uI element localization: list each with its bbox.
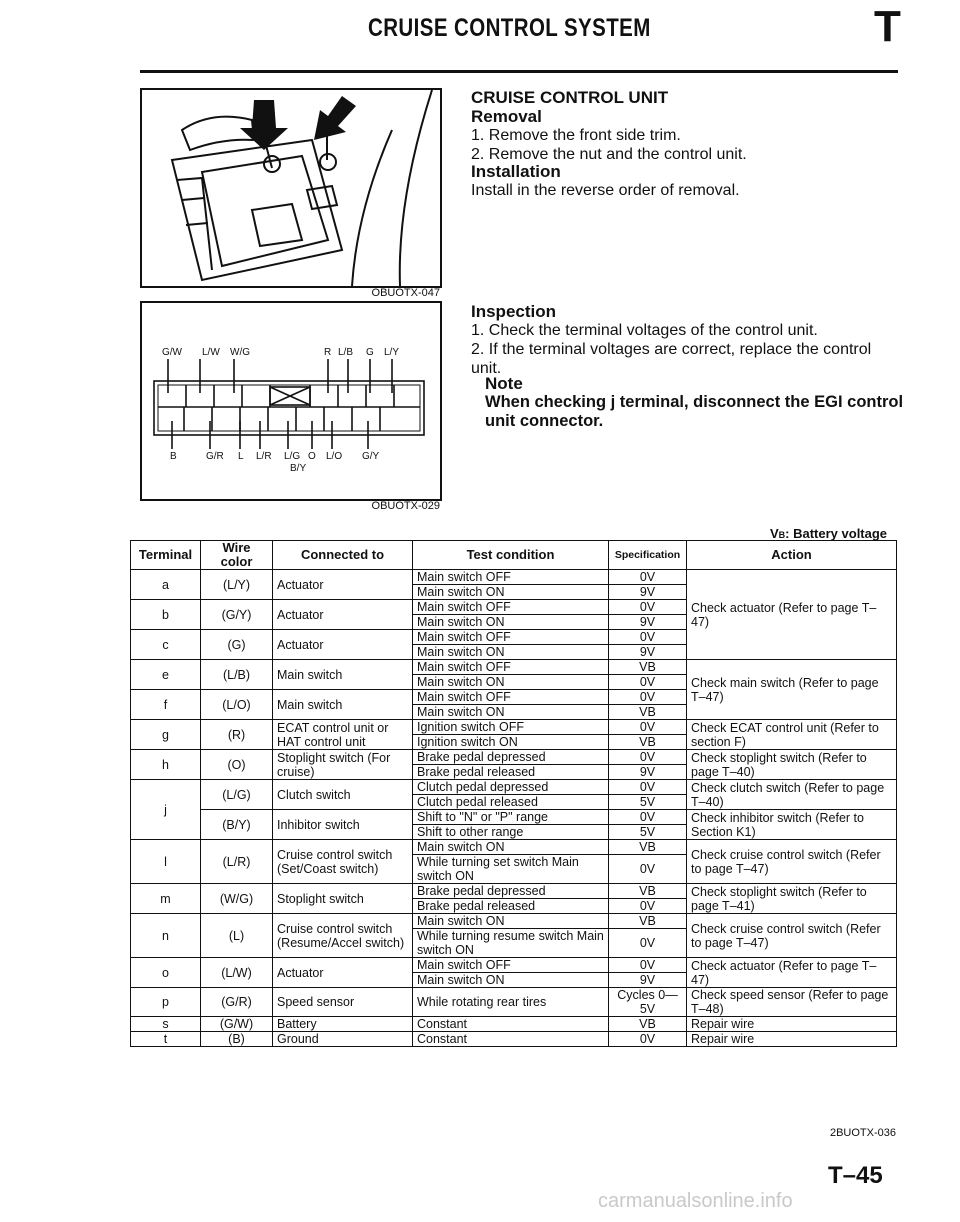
header-action: Action [687,541,897,570]
connected-to-cell: Cruise control switch (Set/Coast switch) [273,840,413,884]
wire-color-cell: (L/W) [201,958,273,988]
specification-cell: 0V [609,720,687,735]
specification-cell: VB [609,660,687,675]
pin-label-top: R [324,347,332,358]
note-line: unit connector. [485,412,604,430]
figure-code-removal: OBUOTX-047 [371,287,440,299]
specification-cell: 5V [609,795,687,810]
installation-heading: Installation [471,162,561,181]
specification-cell: 0V [609,630,687,645]
table-row [131,660,897,675]
specification-cell: 0V [609,855,687,884]
terminal-cell: p [131,988,201,1017]
terminal-cell: j [131,780,201,840]
connected-to-cell: Main switch [273,690,413,720]
test-condition-cell: Main switch OFF [413,570,609,585]
pin-label-top: L/B [338,347,354,358]
table-row [131,810,897,825]
pin-label-bottom: O [308,451,316,462]
wire-color-cell: (O) [201,750,273,780]
header-terminal: Terminal [131,541,201,570]
wire-color-cell: (L/Y) [201,570,273,600]
test-condition-cell: Ignition switch ON [413,735,609,750]
terminal-cell: l [131,840,201,884]
action-cell: Check cruise control switch (Refer to page T–47) [687,840,897,884]
removal-heading: Removal [471,107,542,126]
connected-to-cell: Ground [273,1032,413,1047]
terminal-cell: o [131,958,201,988]
table-row [131,570,897,585]
test-condition-cell: Main switch ON [413,675,609,690]
table-row [131,840,897,855]
test-condition-cell: While turning resume switch Main switch ON [413,929,609,958]
connected-to-cell: Stoplight switch (For cruise) [273,750,413,780]
header-rule [140,70,898,73]
terminal-cell: a [131,570,201,600]
specification-cell: VB [609,705,687,720]
vb-legend [770,526,887,541]
unit-removal-drawing [142,90,440,286]
test-condition-cell: Main switch OFF [413,690,609,705]
test-condition-cell: Main switch ON [413,914,609,929]
table-row [131,988,897,1017]
action-cell: Check stoplight switch (Refer to page T–41) [687,884,897,914]
removal-step: 2. Remove the nut and the control unit. [471,146,747,163]
note-section [485,374,915,431]
terminal-cell: f [131,690,201,720]
test-condition-cell: Brake pedal released [413,899,609,914]
specification-cell: 0V [609,570,687,585]
table-row [131,958,897,973]
test-condition-cell: Brake pedal depressed [413,884,609,899]
pin-label-bottom: L/R [256,451,272,462]
vb-legend-sub: B [778,530,786,540]
connected-to-cell: Actuator [273,600,413,630]
connected-to-cell: Actuator [273,958,413,988]
installation-section [471,162,901,200]
test-condition-cell: Main switch ON [413,585,609,600]
action-cell: Check ECAT control unit (Refer to section F) [687,720,897,750]
watermark: carmanualsonline.info [598,1190,793,1212]
section-letter: T [874,2,901,51]
wire-color-cell: (G/W) [201,1017,273,1032]
pin-label-bottom: L/O [326,451,343,462]
table-row [131,720,897,735]
header-specification: Specification [609,541,687,570]
test-condition-cell: Main switch OFF [413,660,609,675]
table-row [131,1032,897,1047]
header-wire-color: Wire color [201,541,273,570]
specification-cell: 0V [609,780,687,795]
terminal-cell: c [131,630,201,660]
vb-legend-text: : Battery voltage [785,526,888,541]
test-condition-cell: Brake pedal depressed [413,750,609,765]
connected-to-cell: Main switch [273,660,413,690]
table-header-row [131,541,897,570]
specification-cell: 9V [609,585,687,600]
action-cell: Repair wire [687,1017,897,1032]
specification-cell: 0V [609,1032,687,1047]
connected-to-cell: ECAT control unit or HAT control unit [273,720,413,750]
figure-code-connector: OBUOTX-029 [371,500,440,512]
wire-color-cell: (G/R) [201,988,273,1017]
terminal-cell: n [131,914,201,958]
test-condition-cell: Main switch OFF [413,600,609,615]
pin-label-bottom: L/G [284,451,301,462]
pin-label-bottom: L [238,451,244,462]
test-condition-cell: Main switch OFF [413,630,609,645]
pin-label-top: L/W [202,347,220,358]
wire-color-cell: (L/B) [201,660,273,690]
wire-color-cell: (R) [201,720,273,750]
action-cell: Check cruise control switch (Refer to page T–47) [687,914,897,958]
wire-color-cell: (L/G) [201,780,273,810]
action-cell: Repair wire [687,1032,897,1047]
pin-label-top: L/Y [384,347,400,358]
page-number: T–45 [828,1162,883,1189]
test-condition-cell: While turning set switch Main switch ON [413,855,609,884]
action-cell: Check clutch switch (Refer to page T–40) [687,780,897,810]
specification-cell: 0V [609,810,687,825]
pin-label-top: G/W [162,347,182,358]
pin-label-bottom: B/Y [290,463,307,474]
terminal-cell: h [131,750,201,780]
specification-cell: VB [609,840,687,855]
specification-cell: 0V [609,675,687,690]
wire-color-cell: (L) [201,914,273,958]
connected-to-cell: Inhibitor switch [273,810,413,840]
test-condition-cell: Constant [413,1032,609,1047]
terminal-voltage-table [130,540,897,1047]
wire-color-cell: (B/Y) [201,810,273,840]
terminal-cell: s [131,1017,201,1032]
note-heading: Note [485,374,523,393]
test-condition-cell: Main switch ON [413,973,609,988]
terminal-cell: t [131,1032,201,1047]
specification-cell: VB [609,1017,687,1032]
connected-to-cell: Cruise control switch (Resume/Accel switch) [273,914,413,958]
test-condition-cell: Shift to "N" or "P" range [413,810,609,825]
specification-cell: VB [609,914,687,929]
action-cell: Check actuator (Refer to page T–47) [687,958,897,988]
action-cell: Check inhibitor switch (Refer to Section K1) [687,810,897,840]
table-row [131,750,897,765]
terminal-cell: e [131,660,201,690]
table-figure-code: 2BUOTX-036 [829,1127,896,1139]
unit-removal-section [471,88,901,164]
terminal-cell: g [131,720,201,750]
specification-cell: Cycles 0—5V [609,988,687,1017]
header-test-condition: Test condition [413,541,609,570]
connected-to-cell: Stoplight switch [273,884,413,914]
test-condition-cell: Clutch pedal depressed [413,780,609,795]
test-condition-cell: Main switch ON [413,645,609,660]
wire-color-cell: (L/O) [201,690,273,720]
inspection-section [471,302,901,378]
specification-cell: VB [609,735,687,750]
specification-cell: 9V [609,765,687,780]
specification-cell: 0V [609,929,687,958]
connector-drawing [142,303,440,499]
connected-to-cell: Speed sensor [273,988,413,1017]
connected-to-cell: Battery [273,1017,413,1032]
test-condition-cell: Main switch OFF [413,958,609,973]
table-row [131,780,897,795]
connected-to-cell: Actuator [273,570,413,600]
unit-heading: CRUISE CONTROL UNIT [471,88,669,107]
specification-cell: 9V [609,615,687,630]
test-condition-cell: Brake pedal released [413,765,609,780]
wire-color-cell: (W/G) [201,884,273,914]
wire-color-cell: (G/Y) [201,600,273,630]
action-cell: Check main switch (Refer to page T–47) [687,660,897,720]
note-line: When checking j terminal, disconnect the EGI control [485,393,904,411]
header-title: CRUISE CONTROL SYSTEM [368,14,651,42]
figure-connector [140,301,442,501]
pin-label-top: G [366,347,374,358]
header-connected-to: Connected to [273,541,413,570]
table-row [131,1017,897,1032]
specification-cell: 0V [609,899,687,914]
inspection-step: 2. If the terminal voltages are correct, replace the control unit. [471,341,872,377]
inspection-step: 1. Check the terminal voltages of the control unit. [471,322,818,339]
installation-text: Install in the reverse order of removal. [471,182,740,199]
pin-label-bottom: B [170,451,177,462]
wire-color-cell: (G) [201,630,273,660]
specification-cell: 9V [609,973,687,988]
test-condition-cell: Constant [413,1017,609,1032]
vb-legend-v: V [770,526,779,541]
specification-cell: 0V [609,750,687,765]
test-condition-cell: Ignition switch OFF [413,720,609,735]
specification-cell: 0V [609,690,687,705]
inspection-heading: Inspection [471,302,557,321]
action-cell: Check stoplight switch (Refer to page T–40) [687,750,897,780]
pin-label-bottom: G/R [206,451,224,462]
test-condition-cell: Main switch ON [413,705,609,720]
removal-step: 1. Remove the front side trim. [471,127,681,144]
connected-to-cell: Clutch switch [273,780,413,810]
terminal-cell: m [131,884,201,914]
action-cell: Check actuator (Refer to page T–47) [687,570,897,660]
wire-color-cell: (B) [201,1032,273,1047]
specification-cell: VB [609,884,687,899]
terminal-cell: b [131,600,201,630]
test-condition-cell: Shift to other range [413,825,609,840]
wire-color-cell: (L/R) [201,840,273,884]
test-condition-cell: While rotating rear tires [413,988,609,1017]
specification-cell: 9V [609,645,687,660]
table-row [131,914,897,929]
specification-cell: 0V [609,958,687,973]
test-condition-cell: Clutch pedal released [413,795,609,810]
connected-to-cell: Actuator [273,630,413,660]
test-condition-cell: Main switch ON [413,615,609,630]
pin-label-top: W/G [230,347,250,358]
action-cell: Check speed sensor (Refer to page T–48) [687,988,897,1017]
specification-cell: 0V [609,600,687,615]
figure-unit-removal [140,88,442,288]
table-row [131,884,897,899]
specification-cell: 5V [609,825,687,840]
pin-label-bottom: G/Y [362,451,380,462]
test-condition-cell: Main switch ON [413,840,609,855]
